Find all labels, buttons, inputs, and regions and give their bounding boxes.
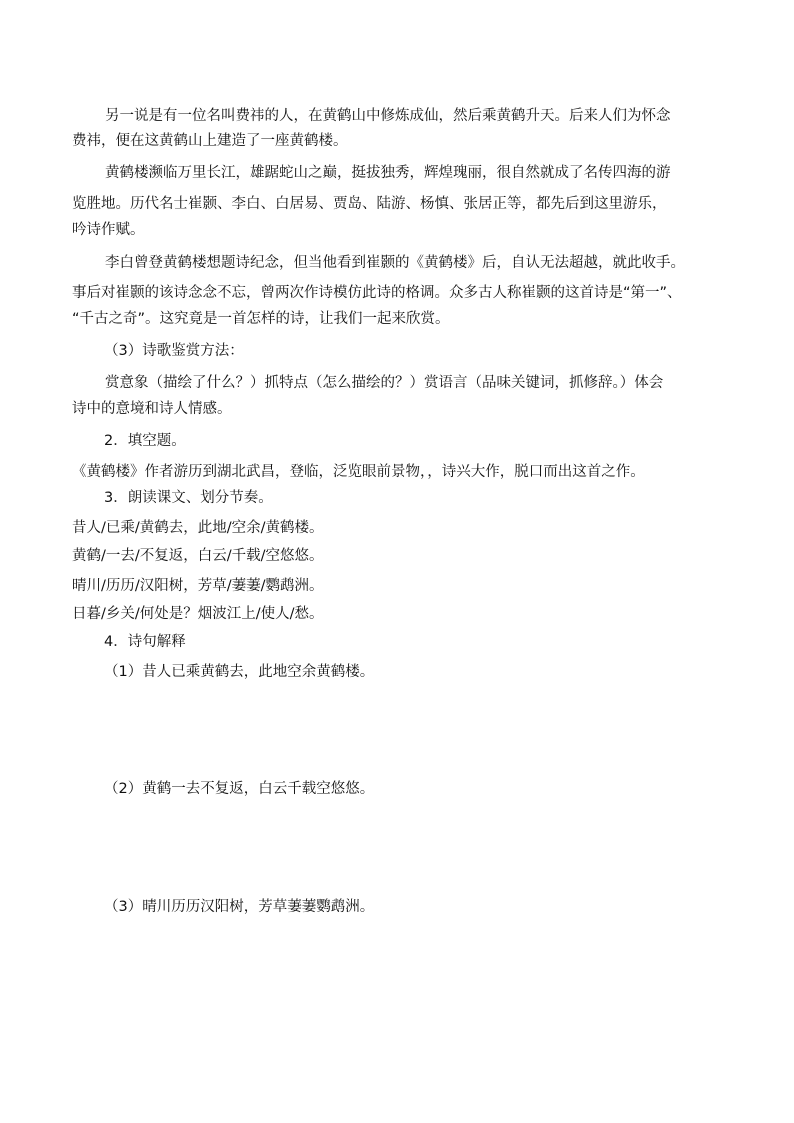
question-4-heading: 4．诗句解释 (104, 634, 186, 650)
paragraph-libai-line-1: 李白曾登黄鹤楼想题诗纪念，但当他看到崔颢的《黄鹤楼》后，自认无法超越，就此收手。 (105, 255, 685, 271)
paragraph-tower-line-2: 览胜地。历代名士崔颢、李白、白居易、贾岛、陆游、杨慎、张居正等，都先后到这里游乐， (72, 196, 667, 212)
question-2-text: 《黄鹤楼》作者游历到湖北武昌，登临，泛览眼前景物，，诗兴大作，脱口而出这首之作。 (72, 464, 645, 480)
question-3-heading: 3．朗读课文、划分节奏。 (104, 490, 273, 506)
rhythm-line-4: 日暮/乡关/何处是？烟波江上/使人/愁。 (72, 606, 324, 622)
paragraph-tower-line-3: 吟诗作赋。 (72, 222, 145, 238)
paragraph-feiyi-line-1: 另一说是有一位名叫费祎的人，在黄鹤山中修炼成仙，然后乘黄鹤升天。后来人们为怀念 (105, 108, 671, 124)
paragraph-libai-line-2: 事后对崔颢的该诗念念不忘，曾两次作诗模仿此诗的格调。众多古人称崔颢的这首诗是“第一”、 (72, 285, 682, 301)
paragraph-libai-line-3: “千古之奇”。这究竟是一首怎样的诗，让我们一起来欣赏。 (72, 311, 450, 327)
paragraph-tower-line-1: 黄鹤楼濒临万里长江，雄踞蛇山之巅，挺拔独秀，辉煌瑰丽，很自然就成了名传四海的游 (105, 165, 671, 181)
explain-line-3: （3）晴川历历汉阳树，芳草萋萋鹦鹉洲。 (104, 899, 375, 915)
paragraph-feiyi-line-2: 费祎，便在这黄鹤山上建造了一座黄鹤楼。 (72, 133, 348, 149)
question-2-heading: 2．填空题。 (104, 433, 186, 449)
rhythm-line-1: 昔人/已乘/黄鹤去，此地/空余/黄鹤楼。 (72, 520, 324, 536)
rhythm-line-2: 黄鹤/一去/不复返，白云/千载/空悠悠。 (72, 548, 324, 564)
rhythm-line-3: 晴川/历历/汉阳树，芳草/萋萋/鹦鹉洲。 (72, 578, 324, 594)
method-heading: （3）诗歌鉴赏方法： (104, 343, 244, 359)
method-line-2: 诗中的意境和诗人情感。 (72, 401, 232, 417)
method-line-1: 赏意象（描绘了什么？）抓特点（怎么描绘的？）赏语言（品味关键词，抓修辞。）体会 (105, 375, 664, 391)
explain-line-1: （1）昔人已乘黄鹤去，此地空余黄鹤楼。 (104, 664, 375, 680)
explain-line-2: （2）黄鹤一去不复返，白云千载空悠悠。 (104, 781, 375, 797)
